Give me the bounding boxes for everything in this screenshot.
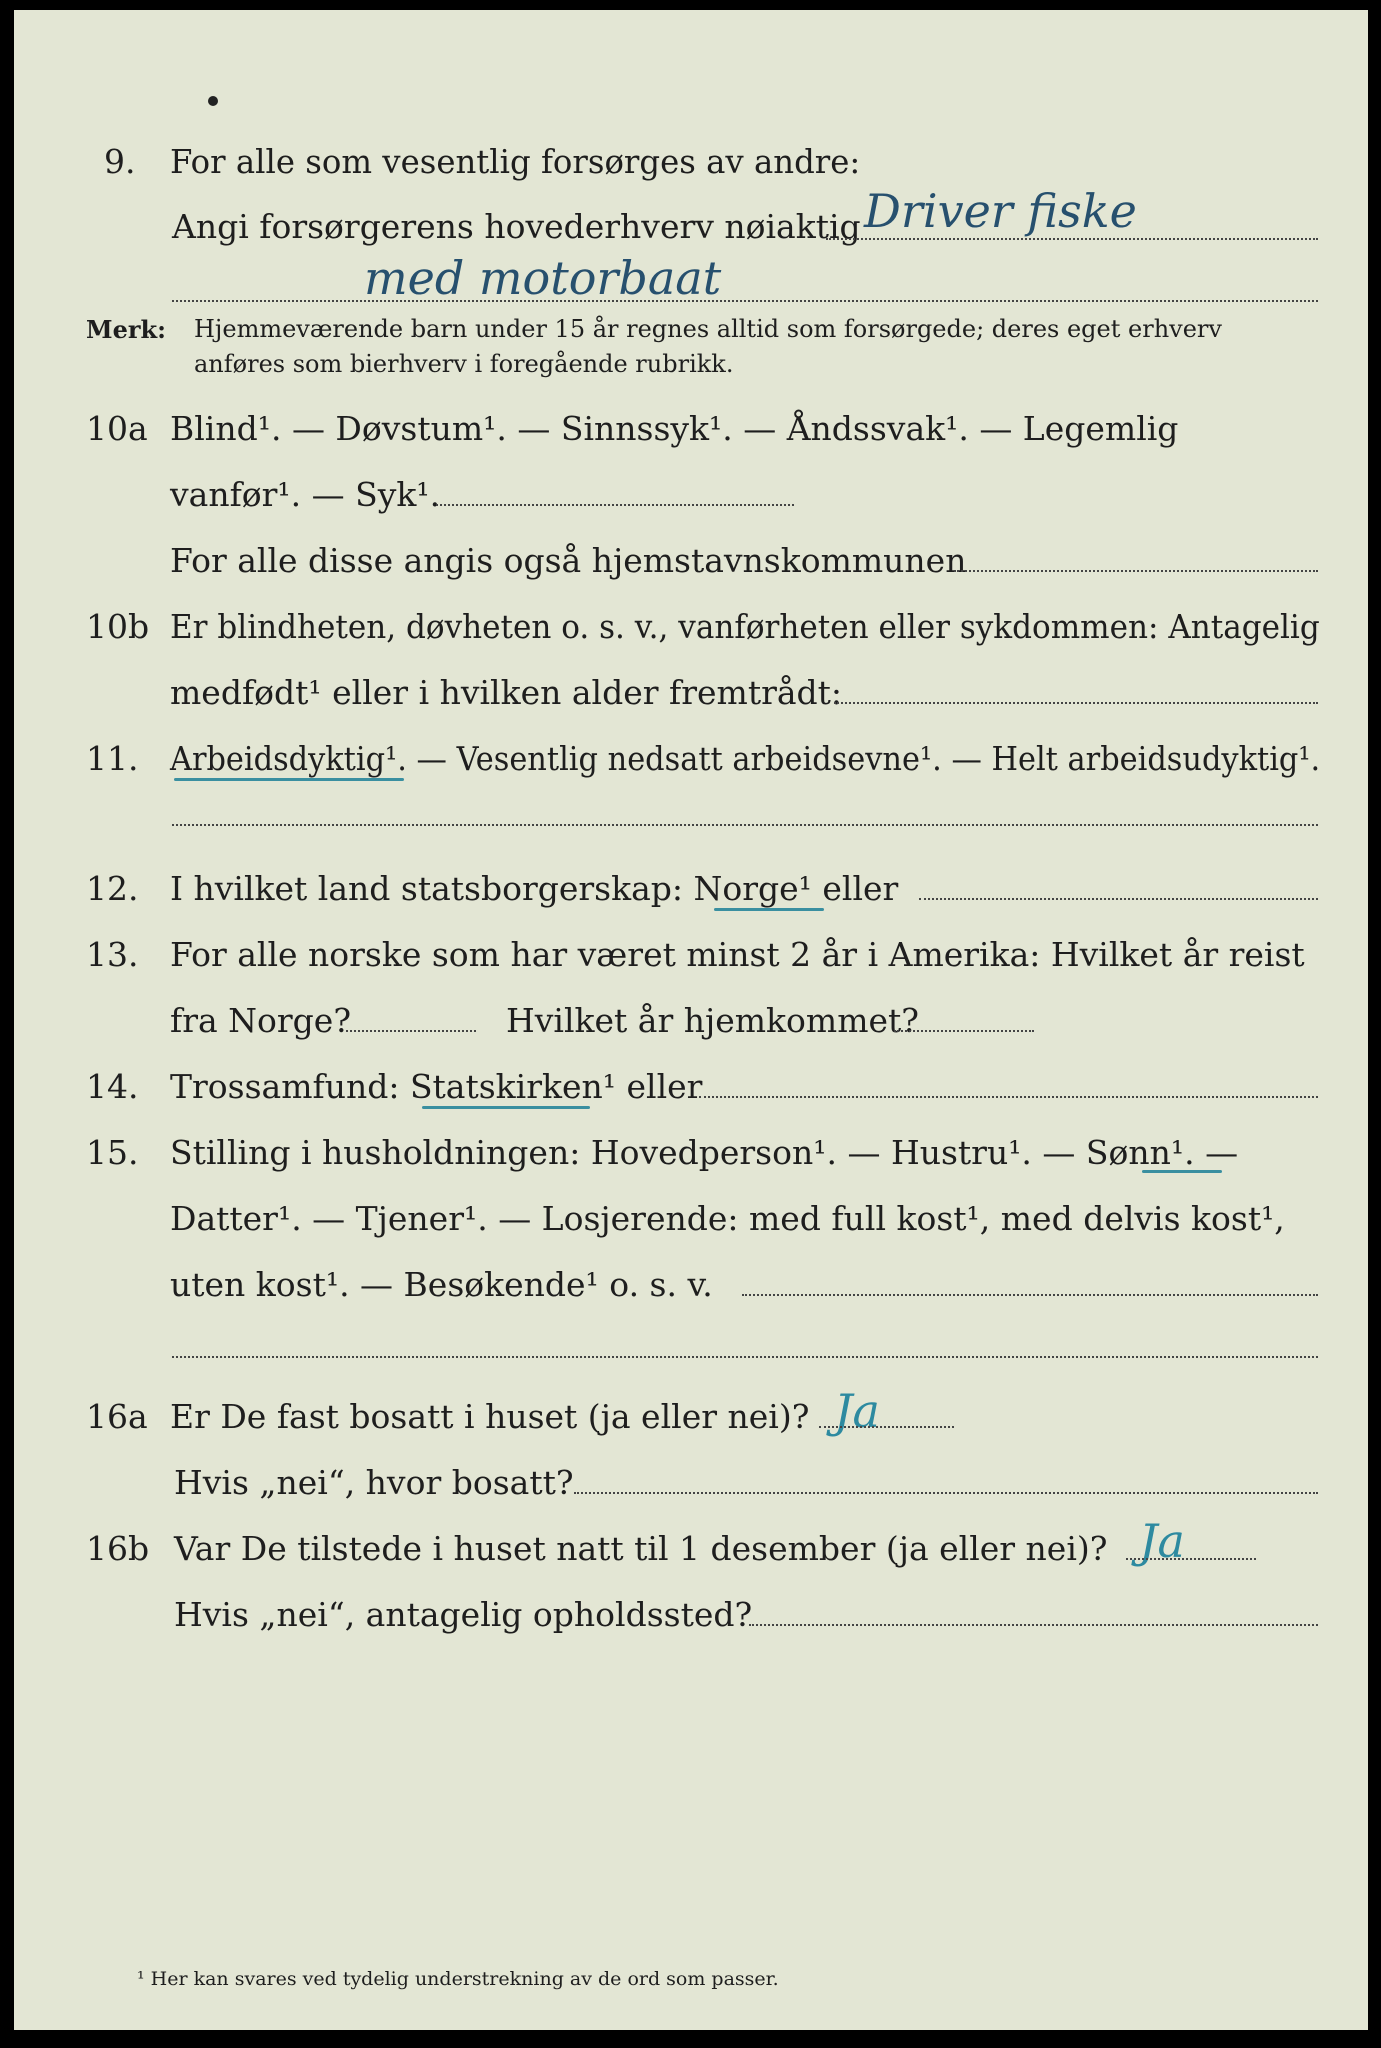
q13-number: 13.: [86, 935, 139, 974]
q10b-number: 10b: [86, 607, 150, 646]
q9-answer2: med motorbaat: [364, 251, 722, 305]
merk-label: Merk:: [86, 315, 166, 344]
q14-line1: Trossamfund: Statskirken¹ eller: [170, 1067, 703, 1106]
q15-underline-sonn: [1142, 1170, 1222, 1173]
q16b-answer-line: [1126, 1558, 1256, 1560]
q16b-opholdssted-line: [749, 1624, 1318, 1626]
q12-line1: I hvilket land statsborgerskap: Norge¹ eller: [170, 869, 899, 908]
q9-answer-line2: [172, 300, 1318, 302]
q13-hjemkommet-line: [894, 1030, 1034, 1032]
q10a-number: 10a: [86, 409, 148, 448]
q13-line2a: fra Norge?: [170, 1001, 352, 1040]
merk-line1: Hjemmeværende barn under 15 år regnes alltid som forsørgede; deres eget erhverv: [194, 315, 1222, 343]
q12-underline-norge: [714, 908, 824, 911]
merk-line2: anføres som bierhverv i foregående rubrikk.: [194, 350, 734, 378]
q10b-line2: medfødt¹ eller i hvilken alder fremtrådt:: [170, 673, 843, 712]
q14-answer-line: [699, 1096, 1318, 1098]
q9-answer-line1: [826, 238, 1318, 240]
q9-line1: For alle som vesentlig forsørges av andre:: [170, 142, 861, 181]
q10b-answer-line: [834, 702, 1318, 704]
q16a-line1: Er De fast bosatt i huset (ja eller nei)?: [170, 1397, 810, 1436]
q13-line2b: Hvilket år hjemkommet?: [506, 1001, 919, 1040]
footnote: ¹ Her kan svares ved tydelig understrekning av de ord som passer.: [137, 1968, 779, 1990]
q15-line2: Datter¹. — Tjener¹. — Losjerende: med full kost¹, med delvis kost¹,: [170, 1199, 1285, 1238]
q12-answer-line: [919, 898, 1318, 900]
q16b-line1: Var De tilstede i huset natt til 1 desember (ja eller nei)?: [174, 1529, 1108, 1568]
q15-number: 15.: [86, 1133, 139, 1172]
q15-line1: Stilling i husholdningen: Hovedperson¹. — Hustru¹. — Sønn¹. —: [170, 1133, 1239, 1172]
q11-line1: Arbeidsdyktig¹. — Vesentlig nedsatt arbeidsevne¹. — Helt arbeidsudyktig¹.: [170, 739, 1321, 778]
q16a-answer: Ja: [834, 1384, 880, 1438]
q12-number: 12.: [86, 869, 139, 908]
q13-reist-line: [346, 1030, 476, 1032]
q9-number: 9.: [104, 142, 136, 181]
q10a-line3: For alle disse angis også hjemstavnskommunen: [170, 541, 967, 580]
q15-line3: uten kost¹. — Besøkende¹ o. s. v.: [170, 1265, 713, 1304]
q9-line2: Angi forsørgerens hovederhverv nøiaktig: [172, 207, 861, 246]
q10b-line1: Er blindheten, døvheten o. s. v., vanførheten eller sykdommen: Antagelig: [170, 607, 1320, 646]
q11-answer-line: [172, 824, 1318, 826]
q16a-answer-line: [819, 1426, 954, 1428]
q15-answer-line2: [172, 1356, 1318, 1358]
q10a-line1: Blind¹. — Døvstum¹. — Sinnssyk¹. — Åndssvak¹. — Legemlig: [170, 409, 1179, 448]
q16a-line2: Hvis „nei“, hvor bosatt?: [174, 1463, 574, 1502]
q11-number: 11.: [86, 739, 139, 778]
q10a-line2: vanfør¹. — Syk¹.: [170, 475, 441, 514]
q9-answer1: Driver fiske: [864, 184, 1137, 238]
q14-underline-statskirken: [422, 1106, 590, 1109]
q16b-number: 16b: [86, 1529, 150, 1568]
q16a-number: 16a: [86, 1397, 148, 1436]
q16a-bosatt-line: [574, 1492, 1318, 1494]
q15-answer-line1: [742, 1294, 1318, 1296]
q16b-line2: Hvis „nei“, antagelig opholdssted?: [174, 1595, 753, 1634]
census-form-page: [14, 10, 1368, 2030]
q16b-answer: Ja: [1139, 1514, 1185, 1568]
q10a-syk-line: [436, 504, 794, 506]
q13-line1: For alle norske som har været minst 2 år i Amerika: Hvilket år reist: [170, 935, 1305, 974]
q11-underline-arbeidsdyktig: [174, 778, 404, 781]
ink-dot: [208, 96, 218, 106]
q14-number: 14.: [86, 1067, 139, 1106]
q10a-kommune-line: [954, 570, 1318, 572]
